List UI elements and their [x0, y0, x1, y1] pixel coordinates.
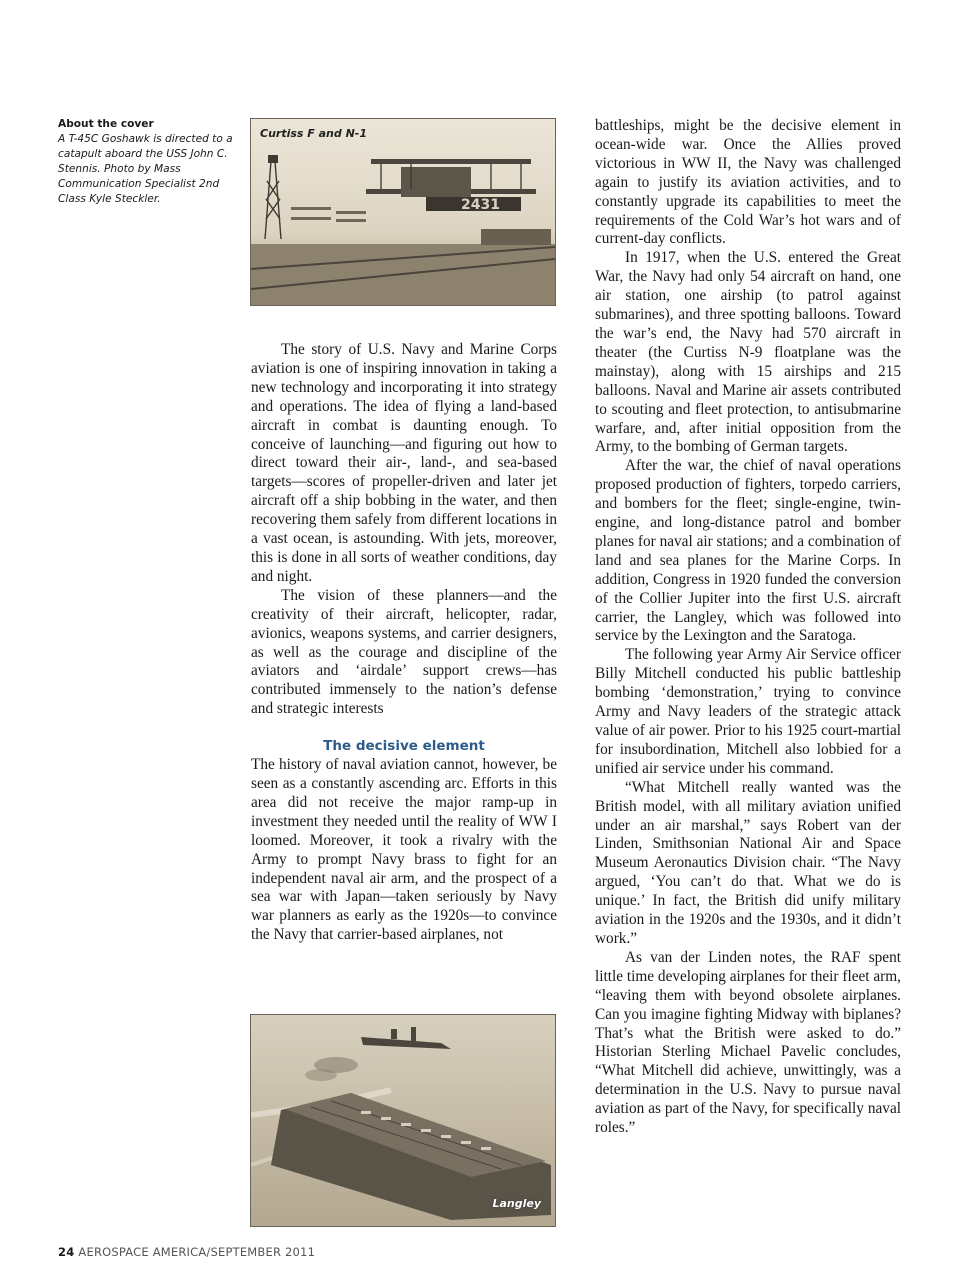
curtiss-photo-label: Curtiss F and N-1 — [260, 127, 368, 140]
publication-line: AEROSPACE AMERICA/SEPTEMBER 2011 — [78, 1245, 316, 1259]
right-paragraph-3: After the war, the chief of naval operations proposed production of fighters, torpedo carriers, and bombers for the fleet; single-engine, twin-engine, and long-distance patrol and bomber planes for naval air stations; and a combination of land and sea planes for the Marine Corps. In addition, Congress in 1920 funded the conversion of the Collier Jupiter into the first U.S. aircraft carrier, the Langley, which was followed into service by the Lexington and the Saratoga. — [595, 457, 901, 645]
section-paragraph-1: The history of naval aviation cannot, however, be seen as a constantly ascending arc. Efforts in this area did not receive the major ramp-up in investment they needed until the reality of WW I loomed. Moreover, it took a rivalry with the Army to prompt Navy brass to fight for an independent naval air arm, and the prospect of a sea war with Japan—taken seriously by Navy war planners as early as the 1920s—to convince the Navy that carrier-based airplanes, not — [251, 756, 557, 944]
langley-photo — [250, 1014, 556, 1227]
curtiss-photo — [250, 118, 556, 306]
right-paragraph-2: In 1917, when the U.S. entered the Great War, the Navy had only 54 aircraft on hand, one air station, one airship (to patrol against submarines), and three spotting balloons. Toward the war’s end, the Navy had 570 aircraft in theater (the Curtiss N-9 floatplane was the mainstay), along with 15 airships and 215 balloons. Naval and Marine air assets contributed to scouting and fleet protection, to antisubmarine warfare, and, after initial opposition from the Army, to the bombing of German targets. — [595, 249, 901, 456]
right-paragraph-6: As van der Linden notes, the RAF spent little time developing airplanes for their fleet arm, “leaving them with beyond obsolete airplanes. Can you imagine fighting Midway with biplanes? That’s what the British were asked to do.” Historian Sterling Michael Pavelic concludes, “What Mitchell did achieve, unwittingly, was a determination in the U.S. Navy to pursue naval aviation as part of the Navy, for specifically naval roles.” — [595, 948, 901, 1137]
svg-text:2431: 2431 — [461, 197, 500, 213]
right-column — [595, 117, 901, 1138]
langley-photo-image — [251, 1015, 555, 1226]
curtiss-photo-image — [251, 119, 555, 305]
cover-caption-text: A T-45C Goshawk is directed to a catapult aboard the USS John C. Stennis. Photo by Mass Communication Specialist 2nd Class Kyle Steckler. — [58, 133, 233, 205]
middle-column — [251, 341, 557, 945]
page-footer — [58, 1245, 315, 1259]
intro-paragraph-2: The vision of these planners—and the creativity of their aircraft, helicopter, radar, avionics, weapons systems, and carrier designers, as well as the courage and discipline of the aviators and ‘airdale’ support crews—has contributed immensely to the nation’s defense and strategic interests — [251, 586, 557, 718]
section-heading: The decisive element — [323, 738, 485, 755]
page-number: 24 — [58, 1245, 75, 1259]
right-paragraph-5: “What Mitchell really wanted was the British model, with all military aviation unified under an air marshal,” says Robert van der Linden, Smithsonian National Air and Space Museum Aeronautics Division chair. “The Navy argued, ‘You can’t do that. What we do is unique.’ In fact, the British did unify military aviation in the 1920s and the 1930s, and it didn’t work.” — [595, 778, 901, 947]
langley-photo-label: Langley — [492, 1197, 541, 1210]
cover-caption — [58, 117, 233, 207]
intro-paragraph-1: The story of U.S. Navy and Marine Corps aviation is one of inspiring innovation in taking a new technology and incorporating it into strategy and operations. The idea of flying a land-based aircraft in combat is daunting enough. To conceive of launching—and figuring out how to direct toward their air-, land-, and sea-based targets—scores of propeller-driven and later jet aircraft off a ship bobbing in the water, and then recovering them safely from different locations in a vast ocean, is astounding. With jets, moreover, this is done in all sorts of weather conditions, day and night. — [251, 341, 557, 585]
right-paragraph-1: battleships, might be the decisive element in ocean-wide war. Once the Allies proved victorious in WW II, the Navy was challenged again to justify its aviation activities, and to constantly upgrade its capabilities to meet the requirements of the Cold War’s hot wars and of current-day conflicts. — [595, 117, 901, 248]
cover-caption-title: About the cover — [58, 118, 154, 130]
right-paragraph-4: The following year Army Air Service officer Billy Mitchell conducted his public battleship bombing ‘demonstration,’ trying to convince Army and Navy leaders of the strategic attack value of air power. Prior to his 1925 court-martial for insubordination, Mitchell also lobbied for a unified air service under his command. — [595, 646, 901, 777]
